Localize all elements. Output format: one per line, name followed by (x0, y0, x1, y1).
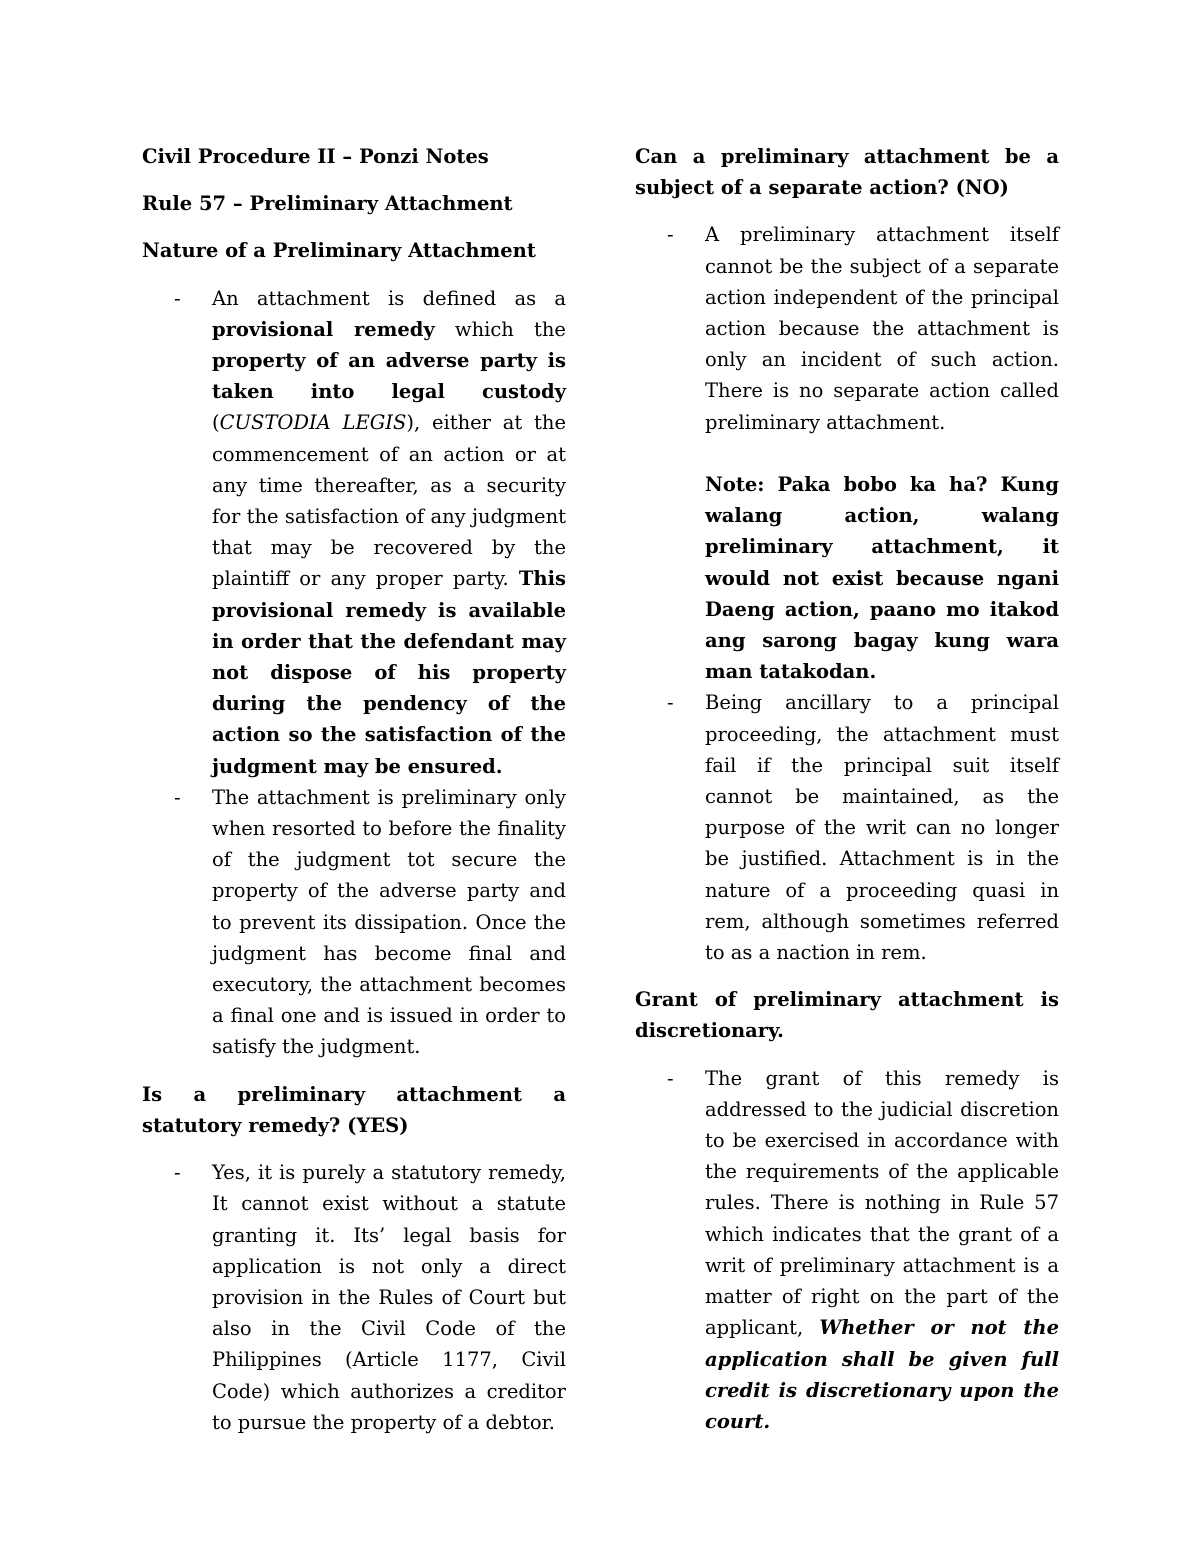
bullet-dash: - (667, 691, 674, 715)
bold-italic-run: Whether or not the application shall be given full credit is discretionary upon the court. (705, 1316, 1059, 1433)
text-run: The grant of this remedy is addressed to the judicial discretion to be exercised in accordance with the requirements of the applicable rules. There is nothing in Rule 57 which indicates that the grant of a writ of preliminary attachment is a matter of right on the part of the applicant, (705, 1066, 1059, 1340)
left-column (142, 141, 566, 1438)
text-run: ( (212, 411, 220, 435)
text-run: ), either at the commencement of an action or at any time thereafter, as a security for the satisfaction of any judgment that may be recovered by the plaintiff or any proper party. (212, 411, 566, 591)
section-heading-statutory: Is a preliminary attachment a statutory remedy? (YES) (142, 1082, 566, 1137)
bullet-dash: - (174, 286, 181, 310)
right-column (635, 141, 1059, 1437)
section-heading-grant: Grant of preliminary attachment is discretionary. (635, 988, 1059, 1043)
list-item (635, 219, 1059, 687)
section-heading-separate: Can a preliminary attachment be a subject of a separate action? (NO) (635, 145, 1059, 200)
list-item (142, 1157, 566, 1438)
bullet-dash: - (174, 785, 181, 809)
note-text: Note: Paka bobo ka ha? Kung walang action, walang preliminary attachment, it would not exist because ngani Daeng action, paano mo itakod ang sarong bagay kung wara man tatakodan. (705, 473, 1059, 684)
bold-run: This provisional remedy is available in order that the defendant may not dispose of his property during the pendency of the action so the satisfaction of the judgment may be ensured. (212, 567, 566, 778)
grant-bullet-list (635, 1063, 1059, 1437)
bullet-dash: - (174, 1161, 181, 1185)
bullet-dash: - (667, 1066, 674, 1090)
italic-run: CUSTODIA LEGIS (219, 411, 407, 435)
bullet-text: The attachment is preliminary only when resorted to before the finality of the judgment tot secure the property of the adverse party and to prevent its dissipation. Once the judgment has become final and executory, the attachment becomes a final one and is issued in order to satisfy the judgment. (212, 785, 566, 1059)
bold-run: provisional remedy (212, 317, 435, 341)
rule-heading: Rule 57 – Preliminary Attachment (142, 192, 513, 216)
list-item (142, 782, 566, 1063)
list-item (635, 1063, 1059, 1437)
text-run: which the (434, 317, 566, 341)
bullet-text: A preliminary attachment itself cannot be the subject of a separate action independent of the principal action because the attachment is only an incident of such action. There is no separate action called preliminary attachment. (705, 223, 1059, 434)
bold-run: property of an adverse party is taken into legal custody (212, 349, 566, 404)
statutory-bullet-list (142, 1157, 566, 1438)
bullet-text: Yes, it is purely a statutory remedy, It cannot exist without a statute granting it. Its’ legal basis for application is not only a direct provision in the Rules of Court but also in the Civil Code of the Philippines (Article 1177, Civil Code) which authorizes a creditor to pursue the property of a debtor. (212, 1161, 566, 1434)
bullet-text: Being ancillary to a principal proceeding, the attachment must fail if the principal suit itself cannot be maintained, as the purpose of the writ can no longer be justified. Attachment is in the nature of a proceeding quasi in rem, although sometimes referred to as a naction in rem. (705, 691, 1059, 965)
section-heading-nature: Nature of a Preliminary Attachment (142, 239, 536, 263)
separate-bullet-list (635, 219, 1059, 968)
document-title: Civil Procedure II – Ponzi Notes (142, 145, 489, 168)
list-item (635, 687, 1059, 968)
text-run: An attachment is defined as a (212, 286, 566, 310)
nature-bullet-list (142, 283, 566, 1063)
bullet-dash: - (667, 223, 674, 247)
list-item (142, 283, 566, 782)
